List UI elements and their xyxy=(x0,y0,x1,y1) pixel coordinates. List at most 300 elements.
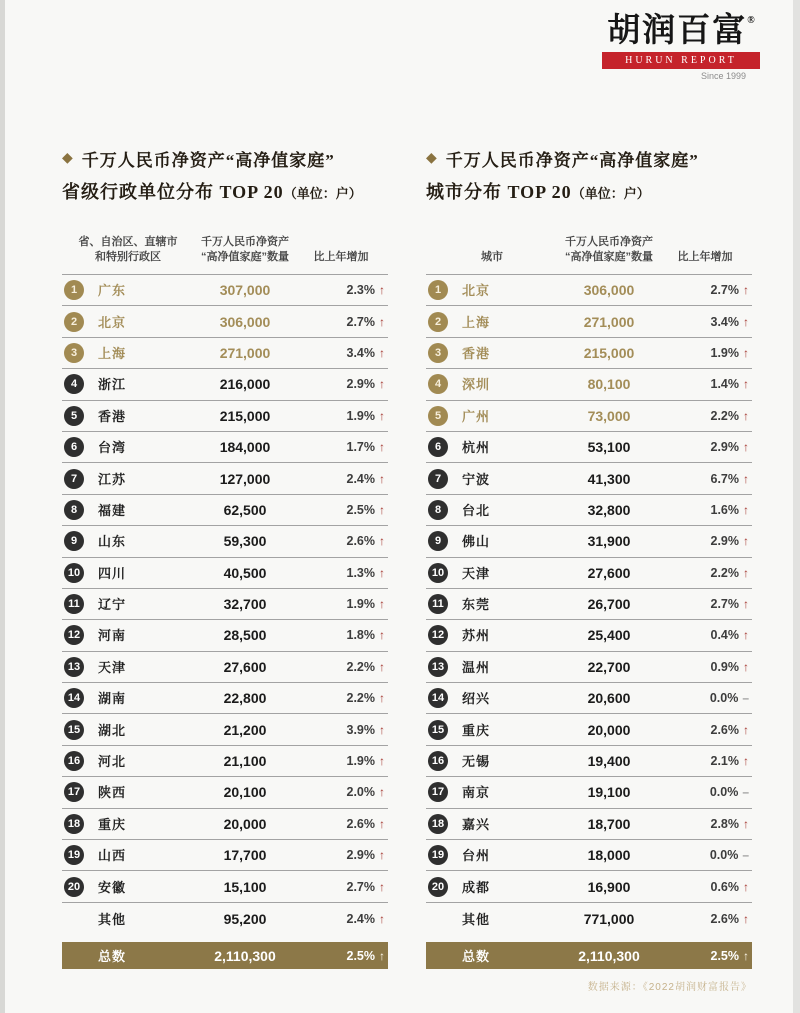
table-row xyxy=(426,306,752,337)
yoy-change: 1.9% xyxy=(346,408,375,423)
region-name: 温州 xyxy=(462,659,491,675)
region-name: 佛山 xyxy=(462,534,491,550)
rank-badge: 8 xyxy=(428,500,448,520)
header-line: 省、自治区、直辖市 xyxy=(78,236,178,249)
rank-badge: 17 xyxy=(64,782,84,802)
trend-icon: ↑ xyxy=(743,408,749,423)
household-count: 18,000 xyxy=(587,847,631,864)
total-label: 总数 xyxy=(98,948,127,964)
trend-icon: – xyxy=(742,691,749,706)
household-count: 26,700 xyxy=(587,596,631,613)
region-name: 上海 xyxy=(462,314,491,330)
table-row xyxy=(62,871,388,902)
total-row xyxy=(426,942,752,969)
yoy-change: 2.6% xyxy=(346,534,375,549)
header-region xyxy=(62,235,194,265)
table-row xyxy=(426,871,752,902)
province-table-title xyxy=(62,146,388,171)
rank-badge: 6 xyxy=(428,437,448,457)
yoy-change: 2.4% xyxy=(346,471,375,486)
region-name: 嘉兴 xyxy=(462,816,491,832)
rank-badge: 9 xyxy=(428,531,448,551)
household-count: 59,300 xyxy=(223,533,267,550)
region-name: 南京 xyxy=(462,785,491,801)
region-name: 重庆 xyxy=(462,722,491,738)
yoy-change: 2.7% xyxy=(346,314,375,329)
rank-badge: 4 xyxy=(64,374,84,394)
rank-badge: 3 xyxy=(64,343,84,363)
header-line: 千万人民币净资产 xyxy=(565,236,653,249)
yoy-change: 2.6% xyxy=(710,722,739,737)
table-row xyxy=(426,432,752,463)
yoy-change: 1.4% xyxy=(710,377,739,392)
region-name: 河南 xyxy=(98,628,127,644)
yoy-change: 2.9% xyxy=(710,534,739,549)
rank-badge: 1 xyxy=(428,280,448,300)
header-line: 千万人民币净资产 xyxy=(201,236,289,249)
rank-badge: 18 xyxy=(64,814,84,834)
table-row xyxy=(426,840,752,871)
rank-badge: 14 xyxy=(64,688,84,708)
region-name: 浙江 xyxy=(98,377,127,393)
trend-icon: ↑ xyxy=(743,440,749,455)
household-count: 25,400 xyxy=(587,627,631,644)
city-table-title xyxy=(426,146,752,171)
table-row xyxy=(62,620,388,651)
household-count: 31,900 xyxy=(587,533,631,550)
rank-badge: 2 xyxy=(64,312,84,332)
table-row xyxy=(426,463,752,494)
main-content xyxy=(62,146,752,993)
yoy-change: 0.0% xyxy=(709,691,739,706)
household-count: 216,000 xyxy=(219,376,271,393)
yoy-change: 2.8% xyxy=(710,816,739,831)
trend-icon: ↑ xyxy=(379,440,385,455)
table-row xyxy=(426,558,752,589)
household-count: 306,000 xyxy=(583,282,635,299)
region-name: 山东 xyxy=(98,534,127,550)
rank-badge: 19 xyxy=(64,845,84,865)
table-row xyxy=(426,683,752,714)
table-row xyxy=(426,809,752,840)
household-count: 20,000 xyxy=(587,721,631,738)
household-count: 19,100 xyxy=(587,784,631,801)
other-count: 95,200 xyxy=(223,910,267,927)
table-row xyxy=(426,746,752,777)
logo-name-text: 胡润百富 xyxy=(607,13,748,49)
region-name: 河北 xyxy=(98,754,127,770)
trend-icon: ↑ xyxy=(379,471,385,486)
household-count: 32,700 xyxy=(223,596,267,613)
region-name: 深圳 xyxy=(462,377,491,393)
yoy-change: 0.6% xyxy=(710,879,739,894)
table-row xyxy=(62,369,388,400)
table-row xyxy=(62,652,388,683)
table-row xyxy=(62,306,388,337)
yoy-change: 2.5% xyxy=(346,502,375,517)
household-count: 28,500 xyxy=(223,627,267,644)
trend-icon: ↑ xyxy=(743,597,749,612)
rank-badge: 14 xyxy=(428,688,448,708)
trend-icon: ↑ xyxy=(379,314,385,329)
trend-icon: – xyxy=(742,785,749,800)
table-row xyxy=(426,369,752,400)
yoy-change: 2.6% xyxy=(346,816,375,831)
household-count: 307,000 xyxy=(219,282,271,299)
table-row xyxy=(62,526,388,557)
yoy-change: 6.7% xyxy=(710,471,739,486)
trend-icon: ↑ xyxy=(743,377,749,392)
region-name: 江苏 xyxy=(98,471,127,487)
table-row xyxy=(62,432,388,463)
other-label: 其他 xyxy=(98,911,127,927)
region-name: 台州 xyxy=(462,848,491,864)
city-rows xyxy=(426,274,752,903)
table-row xyxy=(426,338,752,369)
table-row xyxy=(62,589,388,620)
rank-badge: 20 xyxy=(428,877,448,897)
trend-icon: ↑ xyxy=(743,628,749,643)
region-name: 天津 xyxy=(98,659,127,675)
trend-icon: ↑ xyxy=(379,816,385,831)
yoy-change: 1.9% xyxy=(346,597,375,612)
trend-icon: – xyxy=(742,848,749,863)
table-row xyxy=(426,589,752,620)
rank-badge: 3 xyxy=(428,343,448,363)
province-table-subtitle xyxy=(62,178,388,204)
rank-badge: 13 xyxy=(428,657,448,677)
region-name: 北京 xyxy=(462,283,491,299)
rank-badge: 16 xyxy=(428,751,448,771)
trend-icon: ↑ xyxy=(743,659,749,674)
region-name: 台湾 xyxy=(98,440,127,456)
trend-icon: ↑ xyxy=(379,911,385,926)
region-name: 湖北 xyxy=(98,722,127,738)
yoy-change: 1.8% xyxy=(346,628,375,643)
yoy-change: 1.3% xyxy=(346,565,375,580)
region-name: 天津 xyxy=(462,565,491,581)
total-row xyxy=(62,942,388,969)
trend-icon: ↑ xyxy=(743,948,749,963)
trend-icon: ↑ xyxy=(379,377,385,392)
household-count: 80,100 xyxy=(587,376,631,393)
table-row xyxy=(426,777,752,808)
yoy-change: 2.9% xyxy=(346,377,375,392)
trend-icon: ↑ xyxy=(743,314,749,329)
household-count: 32,800 xyxy=(587,501,631,518)
other-label: 其他 xyxy=(462,911,491,927)
rank-badge: 7 xyxy=(64,469,84,489)
region-name: 福建 xyxy=(98,502,127,518)
trend-icon: ↑ xyxy=(379,754,385,769)
unit-label: （单位：户） xyxy=(571,186,650,201)
household-count: 20,100 xyxy=(223,784,267,801)
trend-icon: ↑ xyxy=(379,948,385,963)
rank-badge: 7 xyxy=(428,469,448,489)
diamond-bullet-icon: ◆ xyxy=(62,151,74,166)
trend-icon: ↑ xyxy=(743,879,749,894)
header-line: 和特别行政区 xyxy=(95,251,161,264)
header-count xyxy=(194,235,296,265)
household-count: 62,500 xyxy=(223,501,267,518)
yoy-change: 2.7% xyxy=(710,283,739,298)
trend-icon: ↑ xyxy=(379,659,385,674)
household-count: 15,100 xyxy=(223,878,267,895)
other-count: 771,000 xyxy=(583,910,635,927)
rank-badge: 13 xyxy=(64,657,84,677)
household-count: 16,900 xyxy=(587,878,631,895)
region-name: 成都 xyxy=(462,879,491,895)
province-table xyxy=(62,146,388,993)
household-count: 19,400 xyxy=(587,753,631,770)
rank-badge: 10 xyxy=(428,563,448,583)
other-row xyxy=(62,903,388,934)
total-change: 2.5% xyxy=(710,948,739,963)
city-table-subtitle xyxy=(426,178,752,204)
table-row xyxy=(62,777,388,808)
trend-icon: ↑ xyxy=(379,691,385,706)
yoy-change: 2.0% xyxy=(346,785,375,800)
trend-icon: ↑ xyxy=(743,345,749,360)
trend-icon: ↑ xyxy=(743,565,749,580)
trend-icon: ↑ xyxy=(379,722,385,737)
rank-badge: 10 xyxy=(64,563,84,583)
header-change: 比上年增加 xyxy=(677,251,733,264)
region-name: 陕西 xyxy=(98,785,127,801)
region-name: 无锡 xyxy=(462,754,491,770)
yoy-change: 0.9% xyxy=(710,659,739,674)
trend-icon: ↑ xyxy=(743,502,749,517)
city-table xyxy=(426,146,752,993)
yoy-change: 1.9% xyxy=(710,345,739,360)
total-change: 2.5% xyxy=(346,948,375,963)
table-row xyxy=(62,275,388,306)
yoy-change: 0.0% xyxy=(709,785,739,800)
region-name: 苏州 xyxy=(462,628,491,644)
region-name: 湖南 xyxy=(98,691,127,707)
yoy-change: 2.9% xyxy=(346,848,375,863)
other-change: 2.6% xyxy=(710,911,739,926)
household-count: 184,000 xyxy=(219,439,271,456)
yoy-change: 2.2% xyxy=(346,691,375,706)
region-name: 香港 xyxy=(462,345,491,361)
trend-icon: ↑ xyxy=(379,283,385,298)
rank-badge: 2 xyxy=(428,312,448,332)
table-row xyxy=(426,714,752,745)
trend-icon: ↑ xyxy=(743,911,749,926)
yoy-change: 0.4% xyxy=(710,628,739,643)
rank-badge: 20 xyxy=(64,877,84,897)
yoy-change: 2.7% xyxy=(346,879,375,894)
column-headers xyxy=(62,230,388,274)
yoy-change: 0.0% xyxy=(709,848,739,863)
rank-badge: 15 xyxy=(428,720,448,740)
total-count: 2,110,300 xyxy=(578,947,640,964)
region-name: 杭州 xyxy=(462,440,491,456)
household-count: 22,800 xyxy=(223,690,267,707)
table-row xyxy=(62,558,388,589)
table-row xyxy=(426,401,752,432)
logo-banner: HURUN REPORT xyxy=(602,52,760,69)
unit-label: （单位：户） xyxy=(283,186,362,201)
table-row xyxy=(426,275,752,306)
region-name: 东莞 xyxy=(462,597,491,613)
registered-trademark-icon: ® xyxy=(747,15,755,26)
trend-icon: ↑ xyxy=(379,628,385,643)
rank-badge: 5 xyxy=(428,406,448,426)
table-row xyxy=(62,401,388,432)
data-source-note: 数据来源：《2022胡润财富报告》 xyxy=(587,982,752,994)
household-count: 306,000 xyxy=(219,313,271,330)
title-text: 千万人民币净资产“高净值家庭” xyxy=(81,151,335,170)
trend-icon: ↑ xyxy=(743,534,749,549)
region-name: 安徽 xyxy=(98,879,127,895)
table-row xyxy=(62,495,388,526)
household-count: 22,700 xyxy=(587,658,631,675)
region-name: 绍兴 xyxy=(462,691,491,707)
household-count: 41,300 xyxy=(587,470,631,487)
yoy-change: 2.9% xyxy=(710,440,739,455)
region-name: 山西 xyxy=(98,848,127,864)
logo-since-text: Since 1999 xyxy=(700,70,746,81)
table-row xyxy=(426,526,752,557)
header-change: 比上年增加 xyxy=(313,251,369,264)
household-count: 27,600 xyxy=(587,564,631,581)
table-row xyxy=(62,746,388,777)
other-row xyxy=(426,903,752,934)
yoy-change: 2.1% xyxy=(710,754,739,769)
rank-badge: 12 xyxy=(428,625,448,645)
header-count xyxy=(558,235,660,265)
household-count: 271,000 xyxy=(583,313,635,330)
subtitle-text: 城市分布 TOP 20 xyxy=(426,182,572,202)
column-headers xyxy=(426,230,752,274)
household-count: 215,000 xyxy=(219,407,271,424)
other-change: 2.4% xyxy=(346,911,375,926)
region-name: 重庆 xyxy=(98,816,127,832)
table-row xyxy=(62,683,388,714)
rank-badge: 1 xyxy=(64,280,84,300)
hurun-report-logo xyxy=(602,14,760,81)
household-count: 17,700 xyxy=(223,847,267,864)
household-count: 21,100 xyxy=(223,753,267,770)
logo-chinese-name xyxy=(602,14,760,49)
rank-badge: 18 xyxy=(428,814,448,834)
table-row xyxy=(62,463,388,494)
rank-badge: 8 xyxy=(64,500,84,520)
subtitle-text: 省级行政单位分布 TOP 20 xyxy=(62,182,284,202)
trend-icon: ↑ xyxy=(379,785,385,800)
trend-icon: ↑ xyxy=(379,534,385,549)
region-name: 四川 xyxy=(98,565,127,581)
yoy-change: 2.7% xyxy=(710,597,739,612)
household-count: 27,600 xyxy=(223,658,267,675)
region-name: 北京 xyxy=(98,314,127,330)
rank-badge: 6 xyxy=(64,437,84,457)
trend-icon: ↑ xyxy=(379,565,385,580)
trend-icon: ↑ xyxy=(743,754,749,769)
rank-badge: 11 xyxy=(428,594,448,614)
trend-icon: ↑ xyxy=(379,848,385,863)
total-count: 2,110,300 xyxy=(214,947,276,964)
yoy-change: 3.4% xyxy=(710,314,739,329)
trend-icon: ↑ xyxy=(743,283,749,298)
header-line: “高净值家庭”数量 xyxy=(201,251,289,264)
region-name: 广州 xyxy=(462,408,491,424)
household-count: 127,000 xyxy=(219,470,271,487)
trend-icon: ↑ xyxy=(379,879,385,894)
yoy-change: 3.4% xyxy=(346,345,375,360)
trend-icon: ↑ xyxy=(743,816,749,831)
header-line: 城市 xyxy=(481,251,503,264)
trend-icon: ↑ xyxy=(379,408,385,423)
rank-badge: 12 xyxy=(64,625,84,645)
rank-badge: 19 xyxy=(428,845,448,865)
rank-badge: 17 xyxy=(428,782,448,802)
yoy-change: 2.2% xyxy=(710,408,739,423)
province-rows xyxy=(62,274,388,903)
trend-icon: ↑ xyxy=(743,722,749,737)
region-name: 广东 xyxy=(98,283,127,299)
trend-icon: ↑ xyxy=(379,597,385,612)
trend-icon: ↑ xyxy=(743,471,749,486)
household-count: 271,000 xyxy=(219,344,271,361)
table-row xyxy=(426,495,752,526)
yoy-change: 1.9% xyxy=(346,754,375,769)
household-count: 20,600 xyxy=(587,690,631,707)
rank-badge: 16 xyxy=(64,751,84,771)
household-count: 40,500 xyxy=(223,564,267,581)
header-city xyxy=(426,250,558,265)
page-edge-right xyxy=(793,0,800,1013)
rank-badge: 4 xyxy=(428,374,448,394)
household-count: 73,000 xyxy=(587,407,631,424)
yoy-change: 3.9% xyxy=(346,722,375,737)
rank-badge: 15 xyxy=(64,720,84,740)
region-name: 台北 xyxy=(462,502,491,518)
trend-icon: ↑ xyxy=(379,345,385,360)
region-name: 宁波 xyxy=(462,471,491,487)
region-name: 上海 xyxy=(98,345,127,361)
household-count: 215,000 xyxy=(583,344,635,361)
title-text: 千万人民币净资产“高净值家庭” xyxy=(445,151,699,170)
household-count: 53,100 xyxy=(587,439,631,456)
yoy-change: 2.3% xyxy=(346,283,375,298)
table-row xyxy=(62,714,388,745)
household-count: 20,000 xyxy=(223,815,267,832)
region-name: 香港 xyxy=(98,408,127,424)
trend-icon: ↑ xyxy=(379,502,385,517)
rank-badge: 11 xyxy=(64,594,84,614)
household-count: 21,200 xyxy=(223,721,267,738)
yoy-change: 1.7% xyxy=(346,440,375,455)
yoy-change: 2.2% xyxy=(710,565,739,580)
rank-badge: 5 xyxy=(64,406,84,426)
region-name: 辽宁 xyxy=(98,597,127,613)
yoy-change: 2.2% xyxy=(346,659,375,674)
table-row xyxy=(426,652,752,683)
household-count: 18,700 xyxy=(587,815,631,832)
table-row xyxy=(62,809,388,840)
table-row xyxy=(62,840,388,871)
diamond-bullet-icon: ◆ xyxy=(426,151,438,166)
table-row xyxy=(62,338,388,369)
rank-badge: 9 xyxy=(64,531,84,551)
total-label: 总数 xyxy=(462,948,491,964)
header-line: “高净值家庭”数量 xyxy=(565,251,653,264)
yoy-change: 1.6% xyxy=(710,502,739,517)
page-edge-left xyxy=(0,0,5,1013)
